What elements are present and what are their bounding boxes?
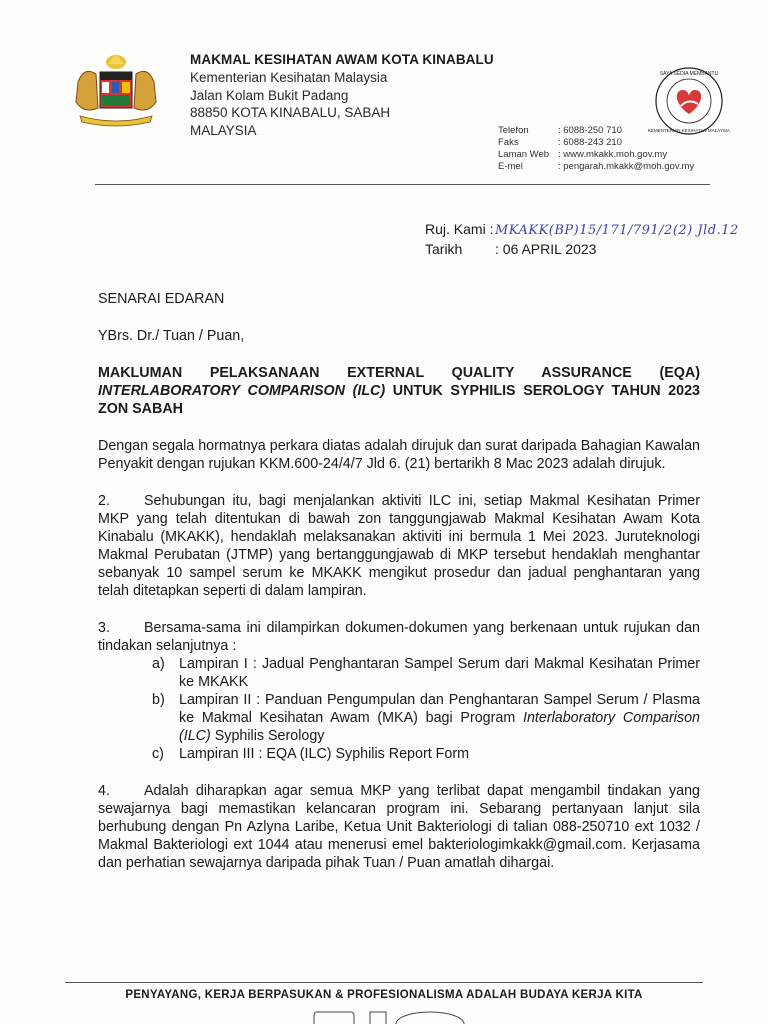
attachment-list (98, 655, 700, 763)
attachment-text: Lampiran II : Panduan Pengumpulan dan Penghantaran Sampel Serum / Plasma ke Makmal Kesihatan Awam (MKA) bagi Program (179, 692, 700, 726)
reference-label: Ruj. Kami : (425, 221, 494, 237)
subject-text: UNTUK SYPHILIS SEROLOGY TAHUN 2023 ZON SABAH (98, 383, 700, 417)
svg-text:SAYA SEDIA MEMBANTU: SAYA SEDIA MEMBANTU (659, 71, 719, 77)
footer-divider (65, 982, 703, 983)
attachment-item (152, 655, 700, 691)
contact-label: Faks (498, 137, 519, 148)
contact-label: Telefon (498, 125, 529, 136)
reference-block (425, 220, 739, 258)
subject-italic-text: INTERLABORATORY COMPARISON (ILC) (98, 383, 386, 399)
letterhead-address (190, 52, 510, 139)
contact-row (498, 161, 694, 173)
letter-body (98, 290, 700, 872)
salutation: YBrs. Dr./ Tuan / Puan, (98, 328, 245, 344)
letter-subject (98, 364, 700, 418)
contact-details (498, 125, 694, 173)
contact-value: : 6088-243 210 (558, 137, 622, 148)
paragraph-1: Dengan segala hormatnya perkara diatas adalah dirujuk dan surat daripada Bahagian Kawalan Penyakit dengan rujukan KKM.600-24/4/7 Jld 6. (21) bertarikh 8 Mac 2023 adalah dirujuk. (98, 438, 700, 472)
svg-text:KEMENTERIAN KESIHATAN MALAYSIA: KEMENTERIAN KESIHATAN MALAYSIA (647, 128, 731, 133)
reference-number-handwritten: MKAKK(BP)15/171/791/2(2) Jld.12 (495, 223, 739, 238)
contact-row (498, 137, 694, 149)
attachment-item (152, 691, 700, 745)
footer-motto: PENYAYANG, KERJA BERPASUKAN & PROFESIONALISMA ADALAH BUDAYA KERJA KITA (125, 989, 643, 1001)
contact-row (498, 125, 694, 137)
header-divider (95, 184, 710, 185)
attachment-italic-text: Interlaboratory Comparison (ILC) (179, 710, 700, 744)
date-value: : 06 APRIL 2023 (495, 241, 597, 257)
paragraph-3 (98, 619, 700, 655)
contact-value: : pengarah.mkakk@moh.gov.my (558, 161, 695, 172)
address-line: Kementerian Kesihatan Malaysia (190, 70, 388, 85)
paragraph-4 (98, 782, 700, 872)
organization-name: MAKMAL KESIHATAN AWAM KOTA KINABALU (190, 52, 494, 67)
attachment-text: Lampiran III : EQA (ILC) Syphilis Report Form (179, 746, 470, 762)
paragraph-number: 2. (98, 493, 110, 509)
attachment-text: Lampiran I : Jadual Penghantaran Sampel Serum dari Makmal Kesihatan Primer ke MKAKK (179, 656, 700, 690)
paragraph-2 (98, 492, 700, 600)
address-line: Jalan Kolam Bukit Padang (190, 87, 349, 103)
attachment-marker: b) (152, 692, 165, 708)
date-label: Tarikh (425, 241, 463, 257)
attachment-item (152, 745, 700, 763)
coat-of-arms-icon (64, 52, 168, 130)
subject-text: MAKLUMAN PELAKSANAAN EXTERNAL QUALITY ASSURANCE (EQA) (98, 365, 700, 381)
recipient-heading: SENARAI EDARAN (98, 291, 225, 307)
address-line: MALAYSIA (190, 122, 257, 138)
attachment-marker: c) (152, 746, 164, 762)
attachment-text: Syphilis Serology (210, 728, 325, 744)
contact-value: : 6088-250 710 (558, 125, 622, 136)
contact-label: E-mel (498, 161, 523, 172)
contact-row (498, 149, 694, 161)
paragraph-text: Bersama-sama ini dilampirkan dokumen-dokumen yang berkenaan untuk rujukan dan tindakan selanjutnya : (98, 620, 700, 654)
paragraph-text: Sehubungan itu, bagi menjalankan aktiviti ILC ini, setiap Makmal Kesihatan Primer MKP yang telah ditentukan di bawah zon tanggungjawab Makmal Kesihatan Awam Kota Kinabalu (MKAKK), hendaklah melaksanakan aktiviti ini bermula 1 Mei 2023. Juruteknologi Makmal Perubatan (JTMP) yang bertanggungjawab di MKP tersebut hendaklah menghantar sebanyak 10 sampel serum ke MKAKK mengikut prosedur dan jadual penghantaran yang telah ditetapkan seperti di dalam lampiran. (98, 493, 700, 599)
address-line: 88850 KOTA KINABALU, SABAH (190, 105, 391, 120)
paragraph-number: 4. (98, 783, 110, 799)
attachment-marker: a) (152, 656, 165, 672)
contact-label: Laman Web (498, 149, 550, 160)
certification-logos-icon (310, 1008, 470, 1024)
paragraph-text: Adalah diharapkan agar semua MKP yang terlibat dapat mengambil tindakan yang sewajarnya bagi memastikan kelancaran program ini. Sebarang pertanyaan lanjut sila berhubung dengan Pn Azlyna Laribe, Ketua Unit Bakteriologi di talian 088-250710 ext 1032 / Makmal Bakteriologi ext 1044 atau menerusi emel bakteriologimkakk@gmail.com. Kerjasama dan perhatian sewajarnya daripada pihak Tuan / Puan amatlah dihargai. (98, 783, 700, 871)
paragraph-number: 3. (98, 620, 110, 636)
contact-value: : www.mkakk.moh.gov.my (558, 149, 668, 160)
